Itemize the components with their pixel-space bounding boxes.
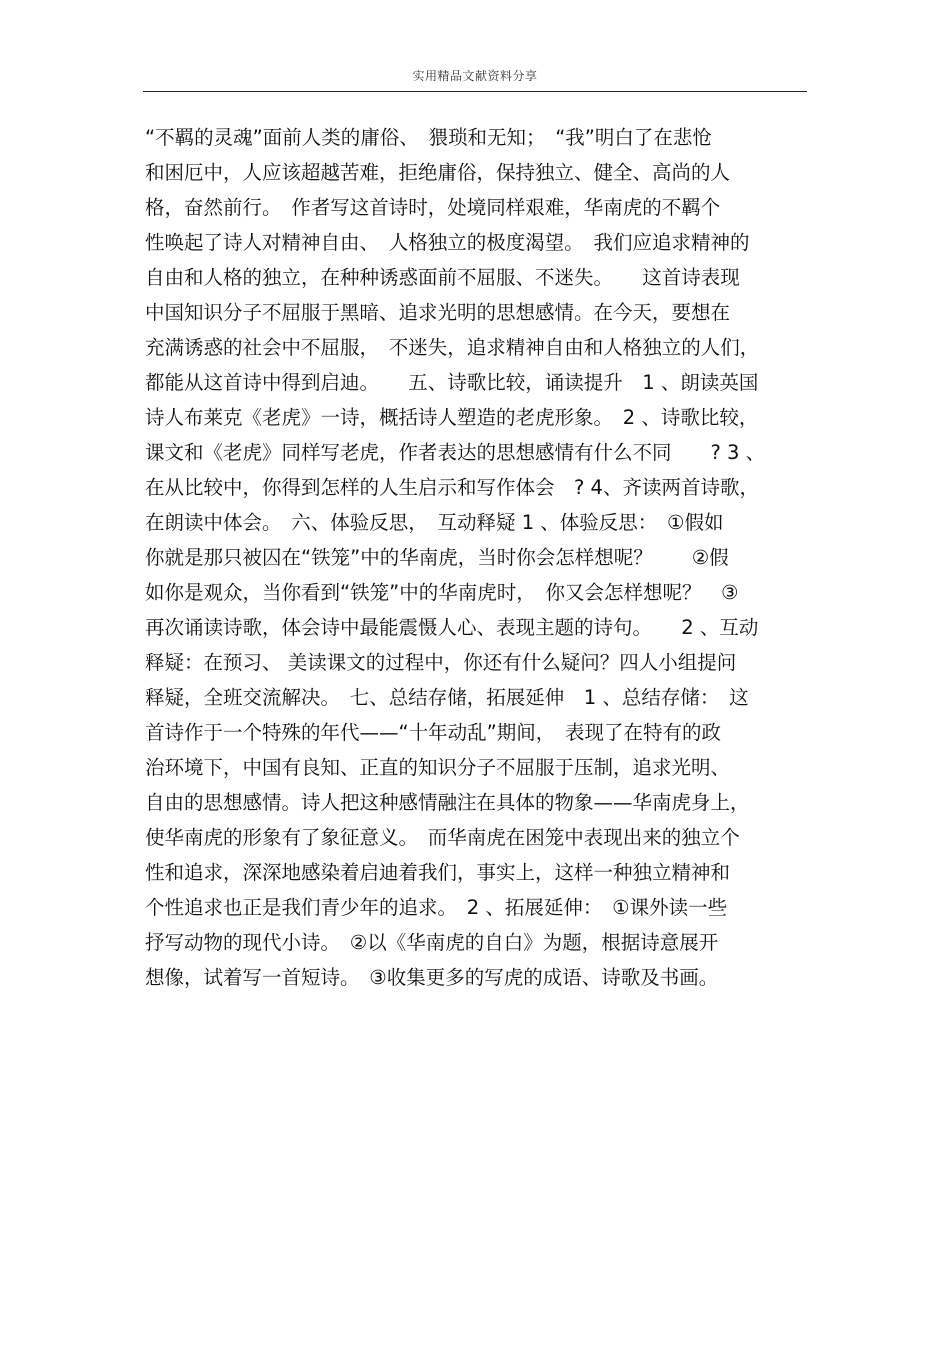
body-text: [145, 120, 815, 995]
text-line: 释疑，全班交流解决。 七、总结存储，拓展延伸 1 、总结存储： 这: [145, 686, 749, 709]
text-line: 个性追求也正是我们青少年的追求。 2 、拓展延伸： ①课外读一些: [145, 896, 728, 919]
page-header-title: 实用精品文献资料分享: [412, 69, 538, 83]
text-line: 格，奋然前行。 作者写这首诗时，处境同样艰难，华南虎的不羁个: [145, 196, 721, 219]
header-divider: [143, 91, 807, 92]
text-line: 治环境下，中国有良知、正直的知识分子不屈服于压制，追求光明、: [145, 756, 731, 779]
text-line: 如你是观众，当你看到“铁笼”中的华南虎时， 你又会怎样想呢？ ③: [145, 581, 739, 604]
text-line: 想像，试着写一首短诗。 ③收集更多的写虎的成语、诗歌及书画。: [145, 966, 719, 989]
text-line: 在朗读中体会。 六、体验反思， 互动释疑 1 、体验反思： ①假如: [145, 511, 724, 534]
text-line: 在从比较中，你得到怎样的人生启示和写作体会 ? 4、齐读两首诗歌，: [145, 476, 759, 499]
text-line: 使华南虎的形象有了象征意义。 而华南虎在困笼中表现出来的独立个: [145, 826, 740, 849]
text-line: 自由的思想感情。诗人把这种感情融注在具体的物象——华南虎身上，: [145, 791, 750, 814]
text-line: 性和追求，深深地感染着启迪着我们，事实上，这样一种独立精神和: [145, 861, 731, 884]
text-line: 释疑：在预习、 美读课文的过程中，你还有什么疑问？四人小组提问: [145, 651, 737, 674]
text-line: 中国知识分子不屈服于黑暗、追求光明的思想感情。在今天，要想在: [145, 301, 731, 324]
text-line: 抒写动物的现代小诗。 ②以《华南虎的自白》为题，根据诗意展开: [145, 931, 719, 954]
text-line: 充满诱惑的社会中不屈服， 不迷失，追求精神自由和人格独立的人们，: [145, 336, 760, 359]
text-line: 再次诵读诗歌，体会诗中最能震慑人心、表现主题的诗句。 2 、互动: [145, 616, 759, 639]
text-line: “不羁的灵魂”面前人类的庸俗、 猥琐和无知； “我”明白了在悲怆: [145, 126, 712, 149]
text-line: 都能从这首诗中得到启迪。 五、诗歌比较，诵读提升 1 、朗读英国: [145, 371, 759, 394]
text-line: 性唤起了诗人对精神自由、 人格独立的极度渴望。 我们应追求精神的: [145, 231, 750, 254]
text-line: 你就是那只被囚在“铁笼”中的华南虎，当时你会怎样想呢？ ②假: [145, 546, 729, 569]
text-line: 和困厄中，人应该超越苦难，拒绝庸俗，保持独立、健全、高尚的人: [145, 161, 731, 184]
text-line: 首诗作于一个特殊的年代——“十年动乱”期间， 表现了在特有的政: [145, 721, 721, 744]
text-line: 自由和人格的独立，在种种诱惑面前不屈服、不迷失。 这首诗表现: [145, 266, 740, 289]
text-line: 课文和《老虎》同样写老虎，作者表达的思想感情有什么不同 ? 3 、: [145, 441, 766, 464]
text-line: 诗人布莱克《老虎》一诗，概括诗人塑造的老虎形象。 2 、诗歌比较，: [145, 406, 759, 429]
